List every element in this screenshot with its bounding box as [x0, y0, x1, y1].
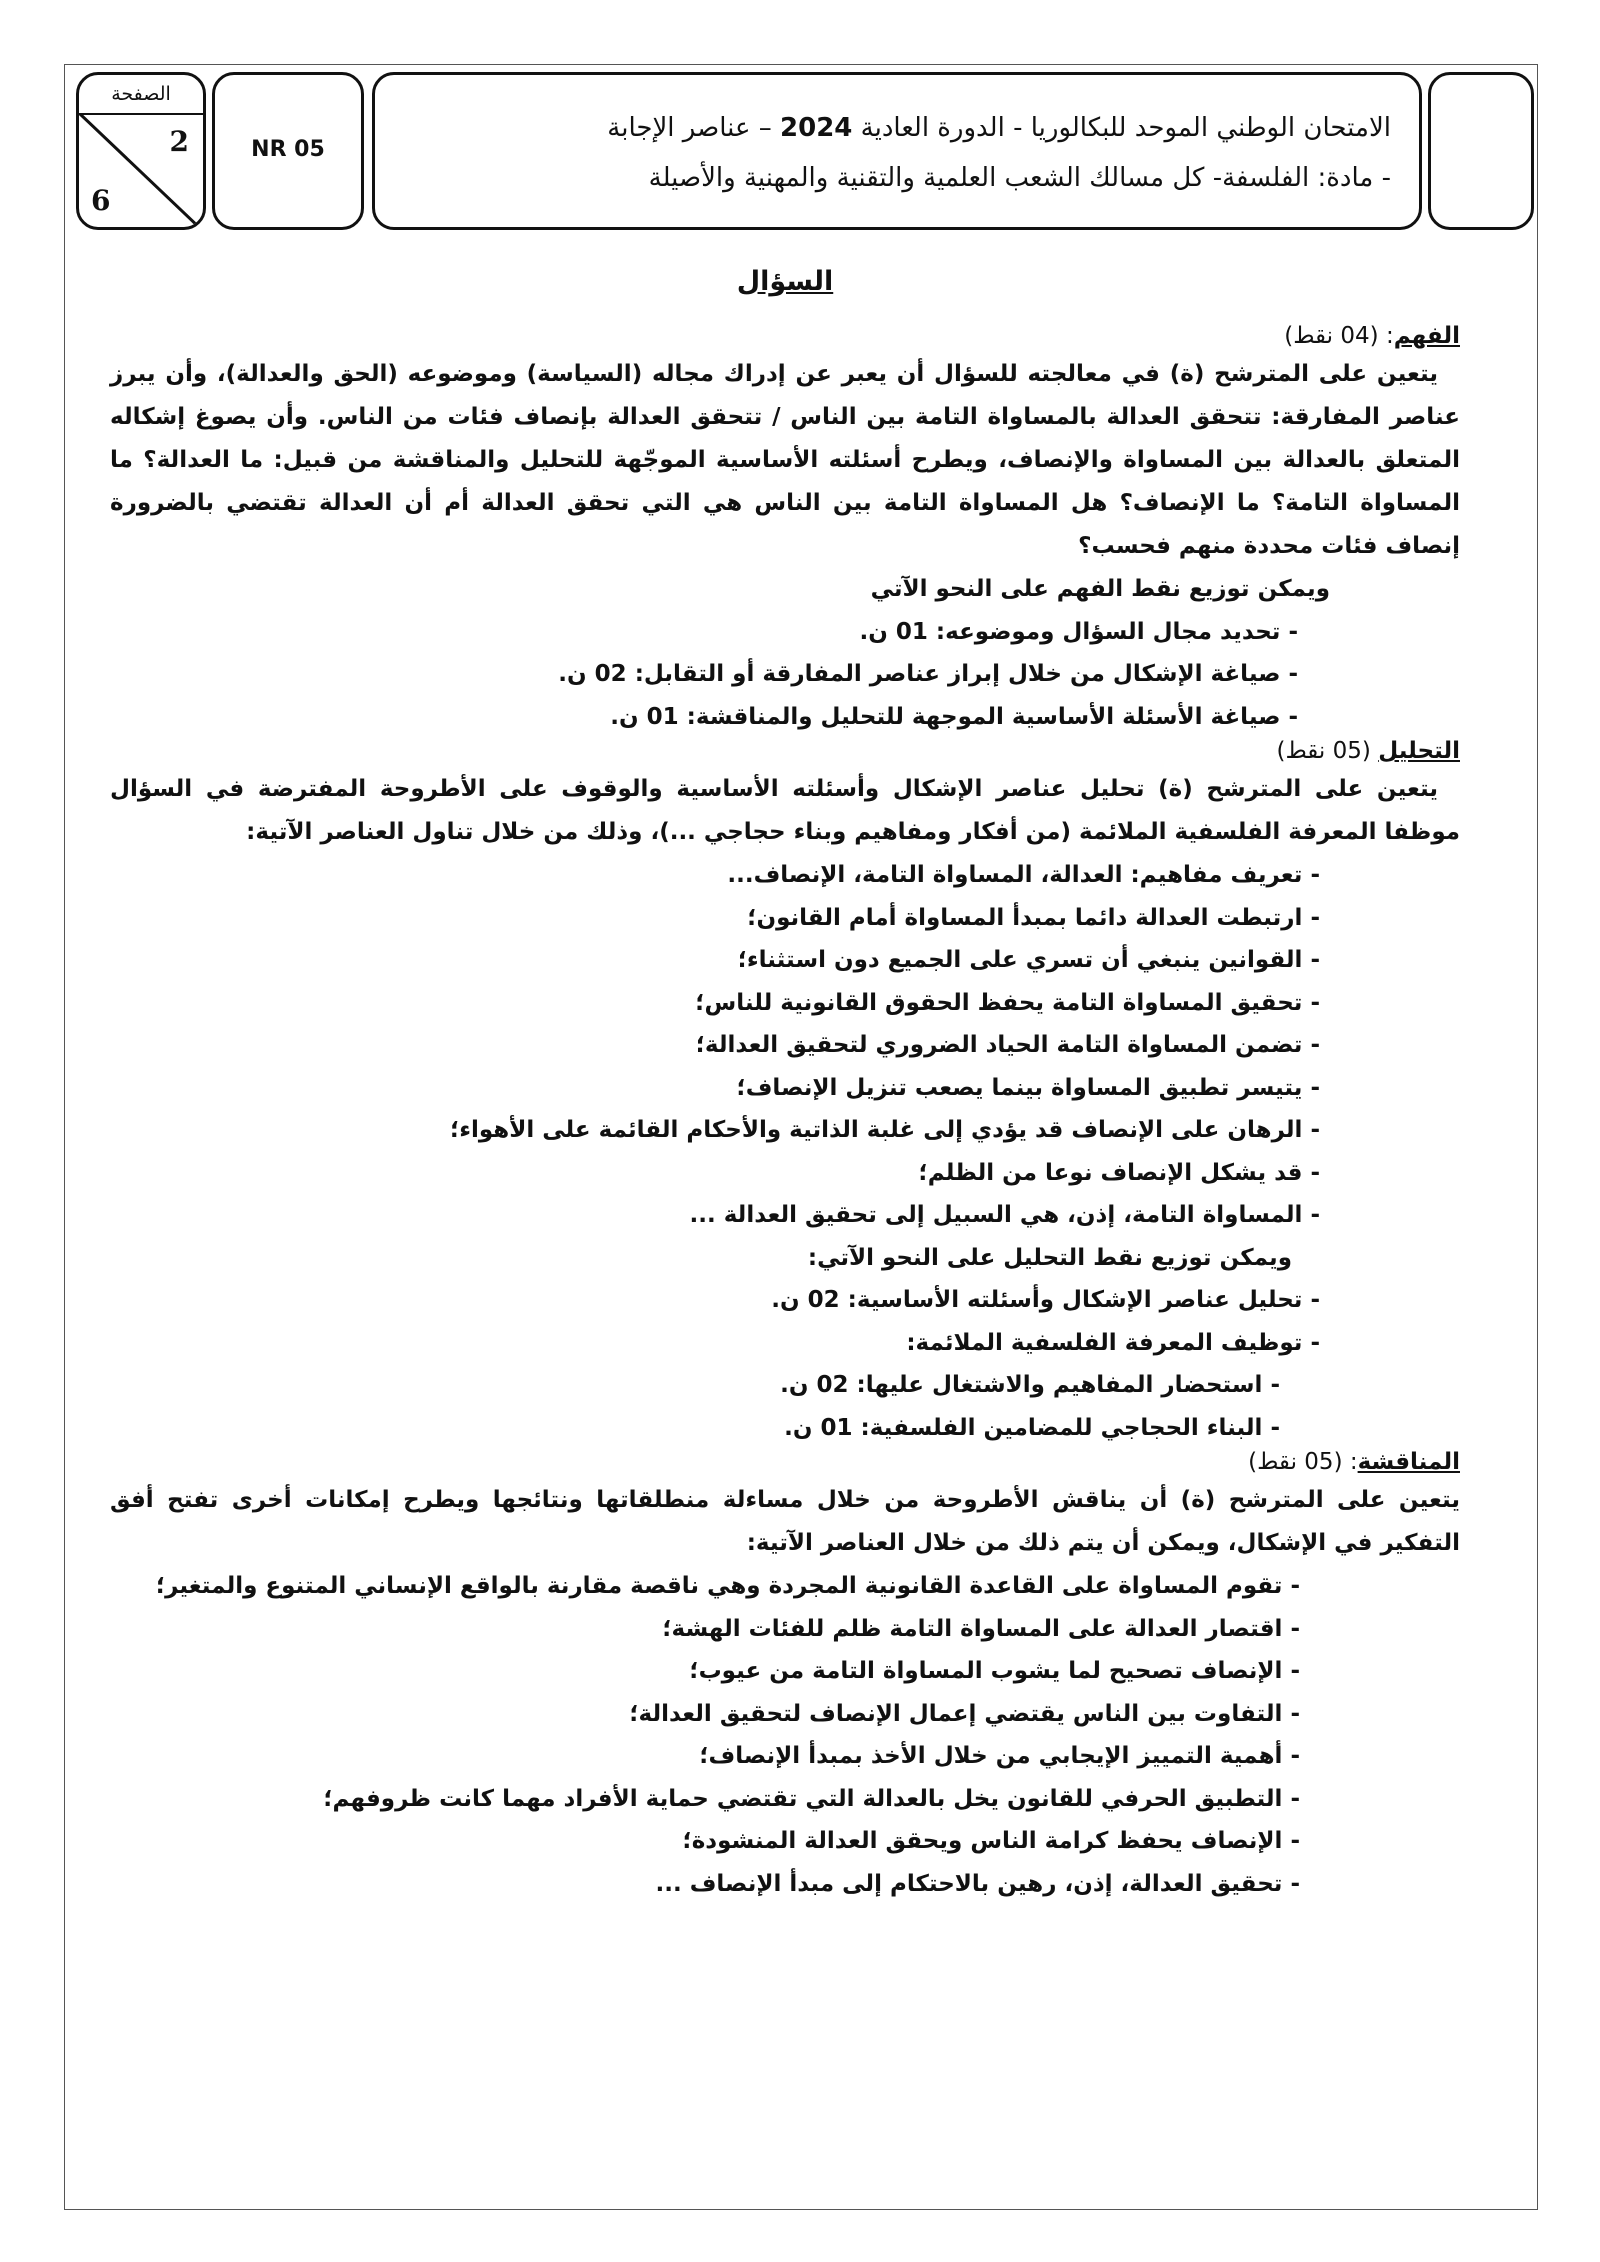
list-item: - ارتبطت العدالة دائما بمبدأ المساواة أمام القانون؛: [110, 897, 1320, 940]
page-number-box: [76, 72, 206, 230]
section-paragraph: يتعين على المترشح (ة) في معالجته للسؤال أن يعبر عن إدراك مجاله (السياسة) وموضوعه (الحق والعدالة)، وأن يبرز عناصر المفارقة: تتحقق العدالة بالمساواة التامة بين الناس / تتحقق العدالة بإنصاف فئات من الناس. وأن يصوغ إشكاله المتعلق بالعدالة بين المساواة والإنصاف، ويطرح أسئلته الأساسية الموجّهة للتحليل والمناقشة من قبيل: ما العدالة؟ ما المساواة التامة؟ ما الإنصاف؟ هل المساواة التامة بين الناس هي التي تحقق العدالة أم أن العدالة تقتضي بالضرورة إنصاف فئات محددة منهم فحسب؟: [110, 361, 1460, 559]
empty-header-box: [1428, 72, 1534, 230]
page-total: 6: [91, 184, 111, 217]
section-heading-comprehension: الفهم: (04 نقط): [1284, 323, 1460, 349]
list-item: - صياغة الإشكال من خلال إبراز عناصر المفارقة أو التقابل: 02 ن.: [110, 653, 1298, 696]
list-item: - توظيف المعرفة الفلسفية الملائمة:: [110, 1322, 1320, 1365]
list-item: - تقوم المساواة على القاعدة القانونية المجردة وهي ناقصة مقارنة بالواقع الإنساني المتنوع والمتغير؛: [110, 1565, 1300, 1608]
list-item: - أهمية التمييز الإيجابي من خلال الأخذ بمبدأ الإنصاف؛: [110, 1735, 1300, 1778]
list-item: - تحديد مجال السؤال وموضوعه: 01 ن.: [110, 611, 1298, 654]
list-item: - القوانين ينبغي أن تسري على الجميع دون استثناء؛: [110, 939, 1320, 982]
exam-title-line1: الامتحان الوطني الموحد للبكالوريا - الدورة العادية 2024 – عناصر الإجابة: [607, 113, 1391, 143]
page-label: الصفحة: [79, 75, 203, 115]
list-item: - الإنصاف يحفظ كرامة الناس ويحقق العدالة المنشودة؛: [110, 1820, 1300, 1863]
comprehension-points-list: [110, 611, 1298, 739]
list-item: - تحليل عناصر الإشكال وأسئلته الأساسية: 02 ن.: [110, 1279, 1320, 1322]
analysis-sub-points-list: [110, 1364, 1280, 1449]
section-paragraph: يتعين على المترشح (ة) تحليل عناصر الإشكال وأسئلته الأساسية والوقوف على الأطروحة المفترضة في السؤال موظفا المعرفة الفلسفية الملائمة (من أفكار ومفاهيم وبناء حجاجي ...)، وذلك من خلال تناول العناصر الآتية:: [110, 776, 1460, 845]
discussion-elements-list: [110, 1565, 1300, 1905]
list-item: - تعريف مفاهيم: العدالة، المساواة التامة، الإنصاف...: [110, 854, 1320, 897]
list-item: - تحقيق العدالة، إذن، رهين بالاحتكام إلى مبدأ الإنصاف ...: [110, 1863, 1300, 1906]
list-item: - اقتصار العدالة على المساواة التامة ظلم للفئات الهشة؛: [110, 1608, 1300, 1651]
list-item: - تضمن المساواة التامة الحياد الضروري لتحقيق العدالة؛: [110, 1024, 1320, 1067]
exam-code-box: [212, 72, 364, 230]
exam-title-line2: - مادة: الفلسفة- كل مسالك الشعب العلمية والتقنية والمهنية والأصيلة: [648, 163, 1391, 193]
list-item: - المساواة التامة، إذن، هي السبيل إلى تحقيق العدالة ...: [110, 1194, 1320, 1237]
list-item: - الإنصاف تصحيح لما يشوب المساواة التامة من عيوب؛: [110, 1650, 1300, 1693]
list-item: - التطبيق الحرفي للقانون يخل بالعدالة التي تقتضي حماية الأفراد مهما كانت ظروفهم؛: [110, 1778, 1300, 1821]
list-item: - البناء الحجاجي للمضامين الفلسفية: 01 ن.: [110, 1407, 1280, 1450]
list-item: - استحضار المفاهيم والاشتغال عليها: 02 ن.: [110, 1364, 1280, 1407]
list-item: - صياغة الأسئلة الأساسية الموجهة للتحليل والمناقشة: 01 ن.: [110, 696, 1298, 739]
distribution-note: ويمكن توزيع نقط الفهم على النحو الآتي: [870, 576, 1330, 602]
list-item: - يتيسر تطبيق المساواة بينما يصعب تنزيل الإنصاف؛: [110, 1067, 1320, 1110]
list-item: - الرهان على الإنصاف قد يؤدي إلى غلبة الذاتية والأحكام القائمة على الأهواء؛: [110, 1109, 1320, 1152]
page-current: 2: [169, 125, 189, 158]
analysis-points-list: [110, 1279, 1320, 1364]
section-paragraph: يتعين على المترشح (ة) أن يناقش الأطروحة من خلال مساءلة منطلقاتها ونتائجها ويطرح إمكانات أخرى تفتح أفق التفكير في الإشكال، ويمكن أن يتم ذلك من خلال العناصر الآتية:: [110, 1487, 1460, 1556]
list-item: - قد يشكل الإنصاف نوعا من الظلم؛: [110, 1152, 1320, 1195]
section-heading-analysis: التحليل (05 نقط): [1276, 738, 1460, 764]
question-title: السؤال: [736, 266, 834, 297]
analysis-elements-list: [110, 854, 1320, 1237]
exam-code: NR 05: [251, 137, 325, 162]
list-item: - تحقيق المساواة التامة يحفظ الحقوق القانونية للناس؛: [110, 982, 1320, 1025]
exam-year: 2024: [780, 113, 853, 143]
distribution-note: ويمكن توزيع نقط التحليل على النحو الآتي:: [807, 1244, 1292, 1271]
answer-content: [110, 260, 1460, 1905]
list-item: - التفاوت بين الناس يقتضي إعمال الإنصاف لتحقيق العدالة؛: [110, 1693, 1300, 1736]
exam-title-box: [372, 72, 1422, 230]
section-heading-discussion: المناقشة: (05 نقط): [1248, 1449, 1460, 1475]
